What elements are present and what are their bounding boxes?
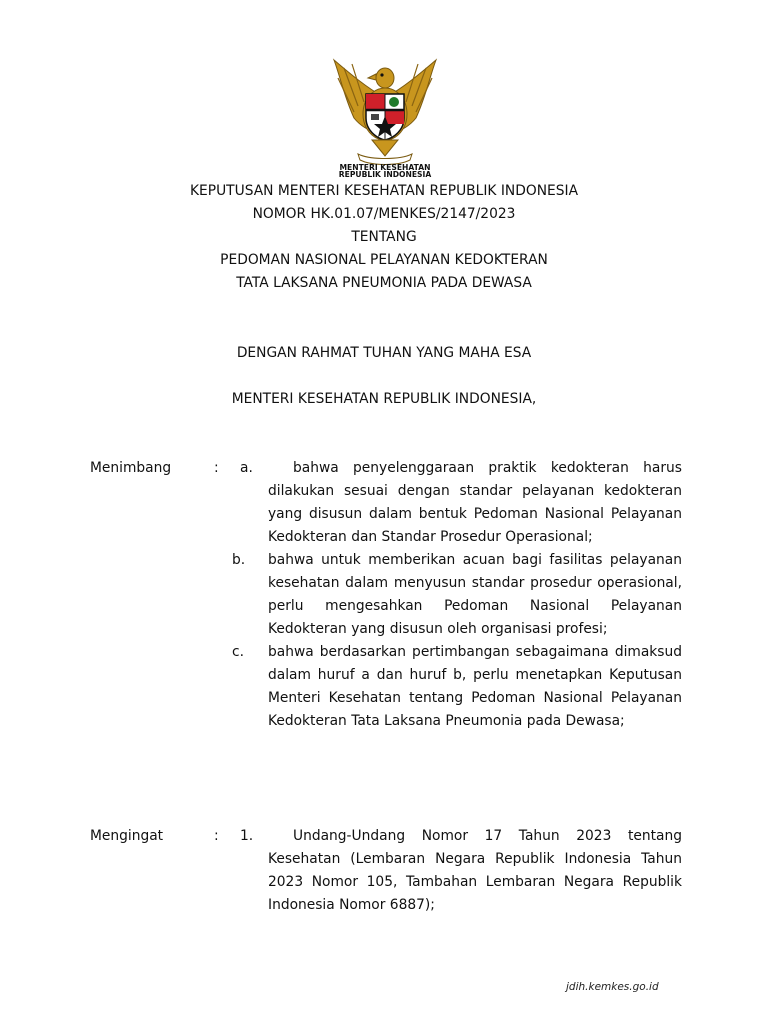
section-colon: : [214, 828, 219, 844]
section-colon: : [214, 460, 219, 476]
item-text: Undang-Undang Nomor 17 Tahun 2023 tentang Kesehatan (Lembaran Negara Republik Indonesia Tahun 2023 Nomor 105, Tambahan Lembaran Negara Republik Indonesia Nomor 6887); [268, 828, 682, 913]
item-marker: a. [240, 460, 253, 476]
emblem-caption-line1: MENTERI KESEHATAN [339, 163, 431, 172]
item-text: bahwa berdasarkan pertimbangan sebagaimana dimaksud dalam huruf a dan huruf b, perlu menetapkan Keputusan Menteri Kesehatan tentang Pedoman Nasional Pelayanan Kedokteran Tata Laksana Pneumonia pada Dewasa; [268, 644, 682, 729]
garuda-icon [324, 56, 446, 178]
mengingat-section [90, 825, 682, 917]
list-item [90, 457, 682, 549]
minister-title: MENTERI KESEHATAN REPUBLIK INDONESIA, [231, 391, 537, 407]
item-marker: b. [232, 552, 246, 568]
decree-title-line: KEPUTUSAN MENTERI KESEHATAN REPUBLIK INDONESIA [189, 183, 579, 199]
emblem-caption-line2: REPUBLIK INDONESIA [338, 170, 432, 178]
list-item [90, 641, 682, 733]
section-label: Menimbang [90, 460, 172, 476]
section-label: Mengingat [90, 828, 164, 844]
list-item [90, 549, 682, 641]
item-marker: c. [232, 644, 244, 660]
decree-subject-line: TATA LAKSANA PNEUMONIA PADA DEWASA [236, 275, 532, 291]
decree-tentang: TENTANG [351, 229, 417, 245]
footer-source-url: jdih.kemkes.go.id [566, 981, 659, 993]
garuda-pancasila-emblem [324, 56, 446, 178]
decree-subject-line: PEDOMAN NASIONAL PELAYANAN KEDOKTERAN [220, 252, 548, 268]
decree-title [0, 180, 768, 295]
item-marker: 1. [240, 828, 254, 844]
opening-invocation: DENGAN RAHMAT TUHAN YANG MAHA ESA [236, 345, 532, 361]
list-item [90, 825, 682, 917]
menimbang-section [90, 457, 682, 733]
item-text: bahwa penyelenggaraan praktik kedokteran harus dilakukan sesuai dengan standar pelayanan kedokteran yang disusun dalam bentuk Pedoman Nasional Pelayanan Kedokteran dan Standar Prosedur Operasional; [268, 460, 682, 545]
item-text: bahwa untuk memberikan acuan bagi fasilitas pelayanan kesehatan dalam menyusun standar prosedur operasional, perlu mengesahkan Pedoman Nasional Pelayanan Kedokteran yang disusun oleh organisasi profesi; [268, 552, 682, 637]
decree-number: NOMOR HK.01.07/MENKES/2147/2023 [252, 206, 516, 222]
